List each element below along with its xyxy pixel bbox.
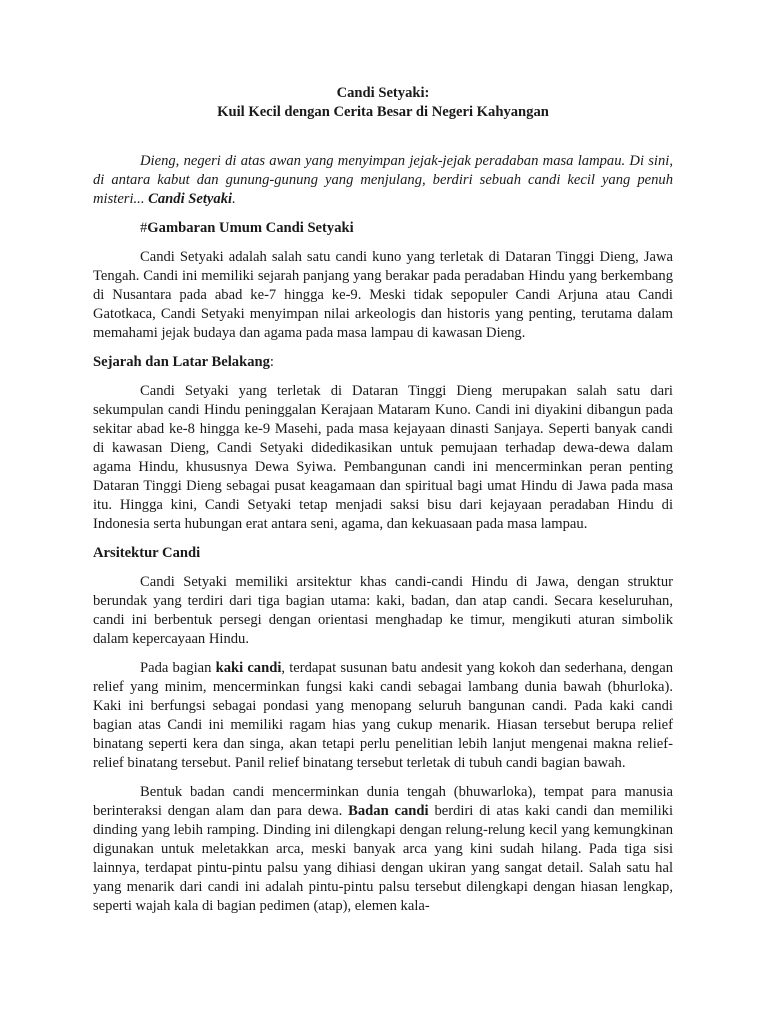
overview-paragraph: Candi Setyaki adalah salah satu candi kuno yang terletak di Dataran Tinggi Dieng, Jawa Tengah. Candi ini memiliki sejarah panjang yang berakar pada peradaban Hindu yang berkembang di Nusantara pada abad ke-7 hingga ke-9. Meski tidak sepopuler Candi Arjuna atau Candi Gatotkaca, Candi Setyaki menyimpan nilai arkeologis dan historis yang penting, terutama dalam memahami jejak budaya dan agama pada masa lampau di kawasan Dieng. <box>93 249 673 341</box>
section-heading-architecture: Arsitektur Candi <box>93 545 201 561</box>
p2-rest: , terdapat susunan batu andesit yang kokoh dan sederhana, dengan relief yang minim, mencerminkan fungsi kaki candi sebagai lambang dunia bawah (bhurloka). Kaki ini berfungsi sebagai pondasi yang menopang seluruh bangunan candi. Pada kaki candi bagian atas Candi ini memiliki ragam hias yang cukup menarik. Hiasan tersebut berupa relief binatang seperti kera dan singa, akan tetapi perlu penelitian lebih lanjut mengenai makna relief-relief binatang tersebut. Panil relief binatang tersebut terletak di tubuh candi bagian bawah. <box>93 660 673 771</box>
p3-rest: berdiri di atas kaki candi dan memiliki dinding yang lebih ramping. Dinding ini dilengkapi dengan relung-relung kecil yang kemungkinan digunakan untuk meletakkan arca, meski banyak arca yang kini sudah hilang. Pada tiga sisi lainnya, terdapat pintu-pintu palsu yang dihiasi dengan ukiran yang sangat detail. Salah satu hal yang menarik dari candi ini adalah pintu-pintu palsu tersebut dilengkapi dengan hiasan lengkap, seperti wajah kala di bagian pedimen (atap), elemen kala- <box>93 803 673 914</box>
intro-end: . <box>232 191 236 207</box>
intro-text: Dieng, negeri di atas awan yang menyimpan jejak-jejak peradaban masa lampau. Di sini, di antara kabut dan gunung-gunung yang menjulang, berdiri sebuah candi kecil yang penuh misteri... <box>93 153 673 207</box>
heading-history-colon: : <box>269 354 274 370</box>
section-heading-history <box>93 353 673 372</box>
title-line-2: Kuil Kecil dengan Cerita Besar di Negeri Kahyangan <box>217 104 549 120</box>
p3-start: Bentuk badan candi mencerminkan dunia tengah (bhuwarloka), tempat para manusia berinteraksi dengan alam dan para dewa. <box>93 784 673 819</box>
p2-start: Pada bagian <box>140 660 216 676</box>
architecture-paragraph-3 <box>93 783 673 916</box>
heading-overview-text: Gambaran Umum Candi Setyaki <box>147 220 354 236</box>
document-title <box>93 84 673 122</box>
architecture-paragraph-1: Candi Setyaki memiliki arsitektur khas candi-candi Hindu di Jawa, dengan struktur berundak yang terdiri dari tiga bagian utama: kaki, badan, dan atap candi. Secara keseluruhan, candi ini berbentuk persegi dengan orientasi menghadap ke timur, mengikuti aturan simbolik dalam kepercayaan Hindu. <box>93 574 673 647</box>
title-line-1: Candi Setyaki: <box>336 85 430 101</box>
intro-bold-name: Candi Setyaki <box>148 191 233 207</box>
document-page <box>93 84 673 916</box>
p2-bold-kaki: kaki candi <box>215 660 282 676</box>
history-paragraph: Candi Setyaki yang terletak di Dataran Tinggi Dieng merupakan salah satu dari sekumpulan candi Hindu peninggalan Kerajaan Mataram Kuno. Candi ini diyakini dibangun pada sekitar abad ke-8 hingga ke-9 Masehi, pada masa kejayaan dinasti Sanjaya. Seperti banyak candi di kawasan Dieng, Candi Setyaki didedikasikan untuk pemujaan terhadap dewa-dewa dalam agama Hindu, khususnya Dewa Syiwa. Pembangunan candi ini mencerminkan peran penting Dataran Tinggi Dieng sebagai pusat keagamaan dan spiritual bagi umat Hindu di Jawa pada masa itu. Hingga kini, Candi Setyaki tetap menjadi saksi bisu dari kejayaan peradaban Hindu di Indonesia serta hubungan erat antara seni, agama, dan kekuasaan pada masa lampau. <box>93 383 673 532</box>
heading-hash: # <box>140 220 148 236</box>
intro-paragraph <box>93 152 673 209</box>
heading-history-text: Sejarah dan Latar Belakang <box>93 354 270 370</box>
section-heading-overview <box>93 219 673 238</box>
p3-bold-badan: Badan candi <box>348 803 429 819</box>
architecture-paragraph-2 <box>93 659 673 773</box>
